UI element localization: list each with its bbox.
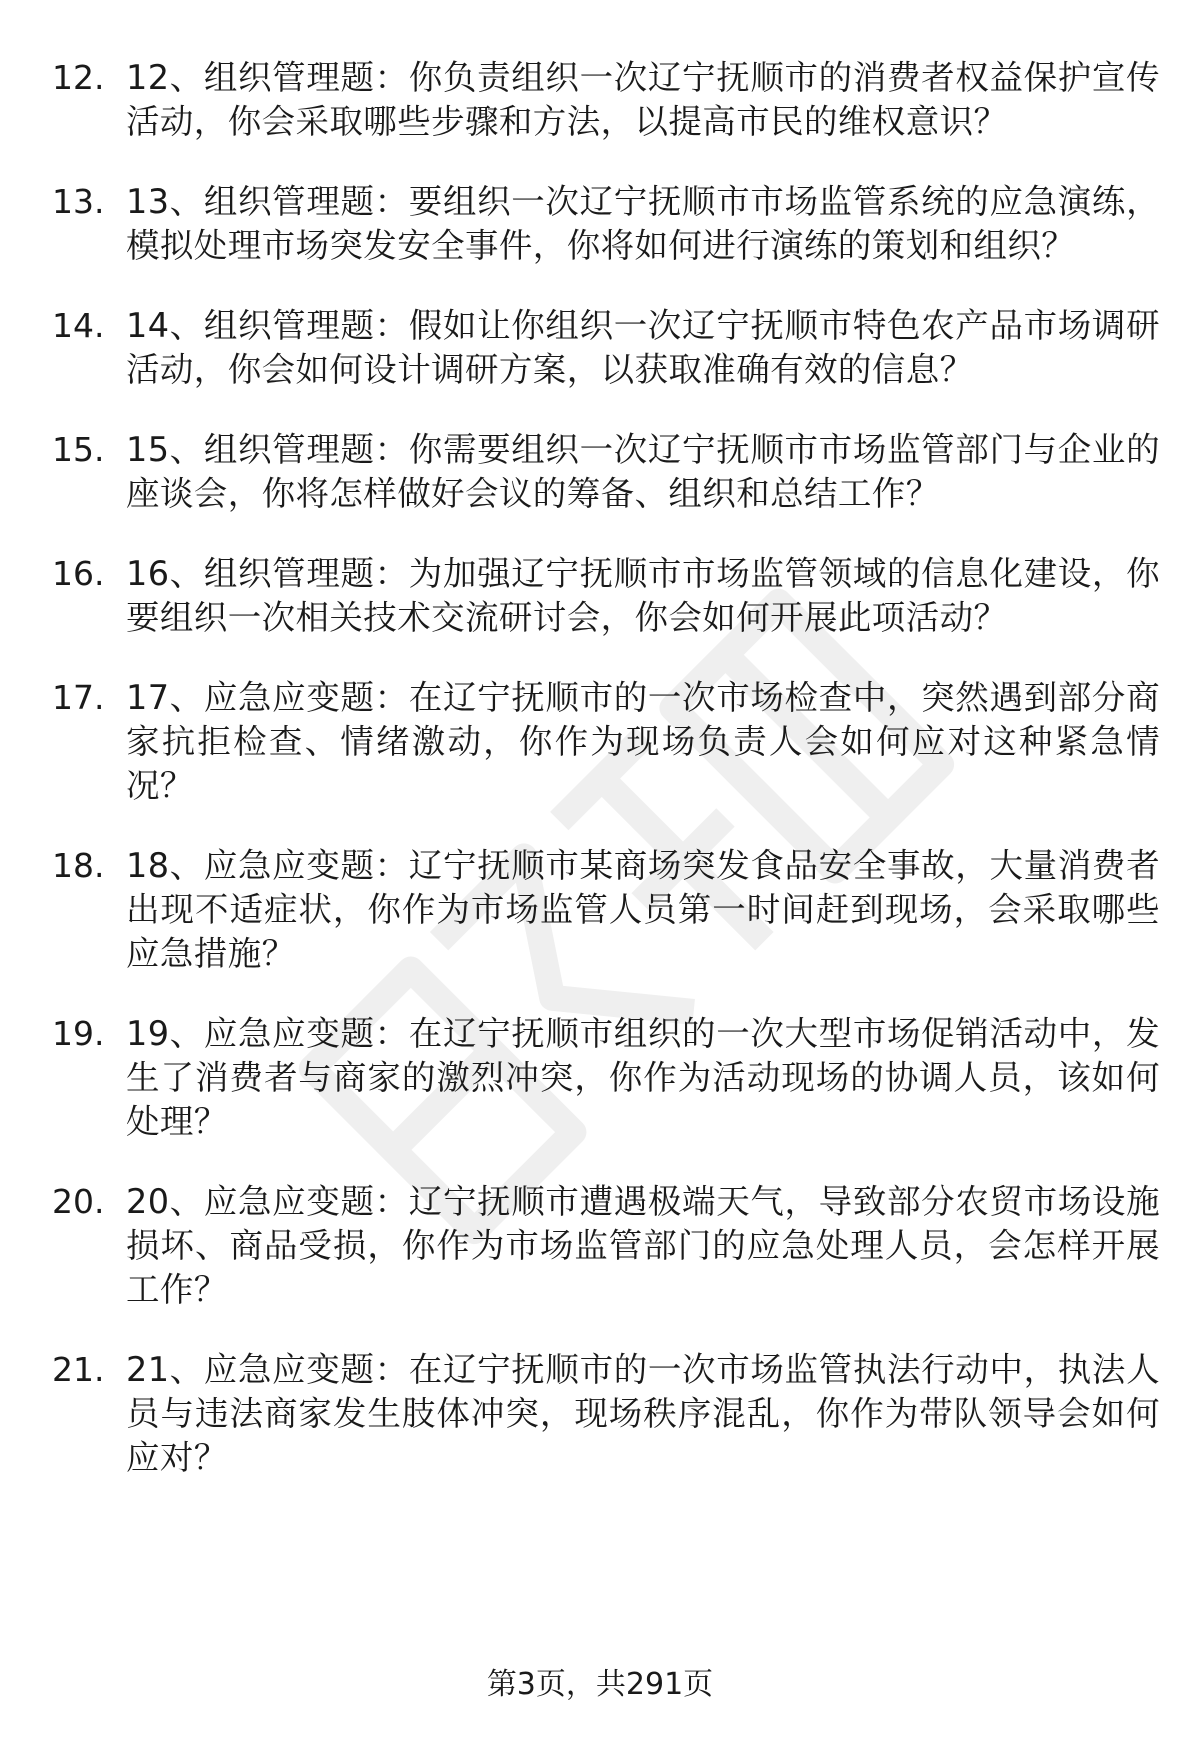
list-item — [0, 1180, 1200, 1312]
page-footer — [0, 1665, 1200, 1705]
question-number: 19. — [52, 1014, 105, 1053]
question-text: 18、应急应变题：辽宁抚顺市某商场突发食品安全事故，大量消费者出现不适症状，你作为市场监管人员第一时间赶到现场，会采取哪些应急措施？ — [126, 846, 1160, 973]
question-text: 19、应急应变题：在辽宁抚顺市组织的一次大型市场促销活动中，发生了消费者与商家的激烈冲突，你作为活动现场的协调人员，该如何处理？ — [126, 1014, 1160, 1141]
list-item — [0, 428, 1200, 516]
question-text: 15、组织管理题：你需要组织一次辽宁抚顺市市场监管部门与企业的座谈会，你将怎样做好会议的筹备、组织和总结工作？ — [126, 430, 1160, 513]
question-number: 17. — [52, 678, 105, 717]
list-item — [0, 304, 1200, 392]
question-number: 13. — [52, 182, 105, 221]
list-item — [0, 844, 1200, 976]
question-number: 21. — [52, 1350, 105, 1389]
page-indicator: 第3页，共291页 — [486, 1667, 714, 1702]
question-text: 21、应急应变题：在辽宁抚顺市的一次市场监管执法行动中，执法人员与违法商家发生肢体冲突，现场秩序混乱，你作为带队领导会如何应对？ — [126, 1350, 1160, 1477]
question-text: 17、应急应变题：在辽宁抚顺市的一次市场检查中，突然遇到部分商家抗拒检查、情绪激动，你作为现场负责人会如何应对这种紧急情况？ — [126, 678, 1160, 805]
question-list — [0, 56, 1200, 1516]
question-text: 16、组织管理题：为加强辽宁抚顺市市场监管领域的信息化建设，你要组织一次相关技术交流研讨会，你会如何开展此项活动？ — [126, 554, 1160, 637]
question-text: 13、组织管理题：要组织一次辽宁抚顺市市场监管系统的应急演练，模拟处理市场突发安全事件，你将如何进行演练的策划和组织？ — [126, 182, 1160, 265]
question-text: 20、应急应变题：辽宁抚顺市遭遇极端天气，导致部分农贸市场设施损坏、商品受损，你作为市场监管部门的应急处理人员，会怎样开展工作？ — [126, 1182, 1160, 1309]
question-text: 14、组织管理题：假如让你组织一次辽宁抚顺市特色农产品市场调研活动，你会如何设计调研方案，以获取准确有效的信息？ — [126, 306, 1160, 389]
list-item — [0, 552, 1200, 640]
question-number: 15. — [52, 430, 105, 469]
question-number: 12. — [52, 58, 105, 97]
list-item — [0, 1012, 1200, 1144]
question-number: 16. — [52, 554, 105, 593]
question-text: 12、组织管理题：你负责组织一次辽宁抚顺市的消费者权益保护宣传活动，你会采取哪些步骤和方法，以提高市民的维权意识？ — [126, 58, 1160, 141]
question-number: 14. — [52, 306, 105, 345]
list-item — [0, 56, 1200, 144]
list-item — [0, 1348, 1200, 1480]
list-item — [0, 676, 1200, 808]
list-item — [0, 180, 1200, 268]
question-number: 20. — [52, 1182, 105, 1221]
question-number: 18. — [52, 846, 105, 885]
